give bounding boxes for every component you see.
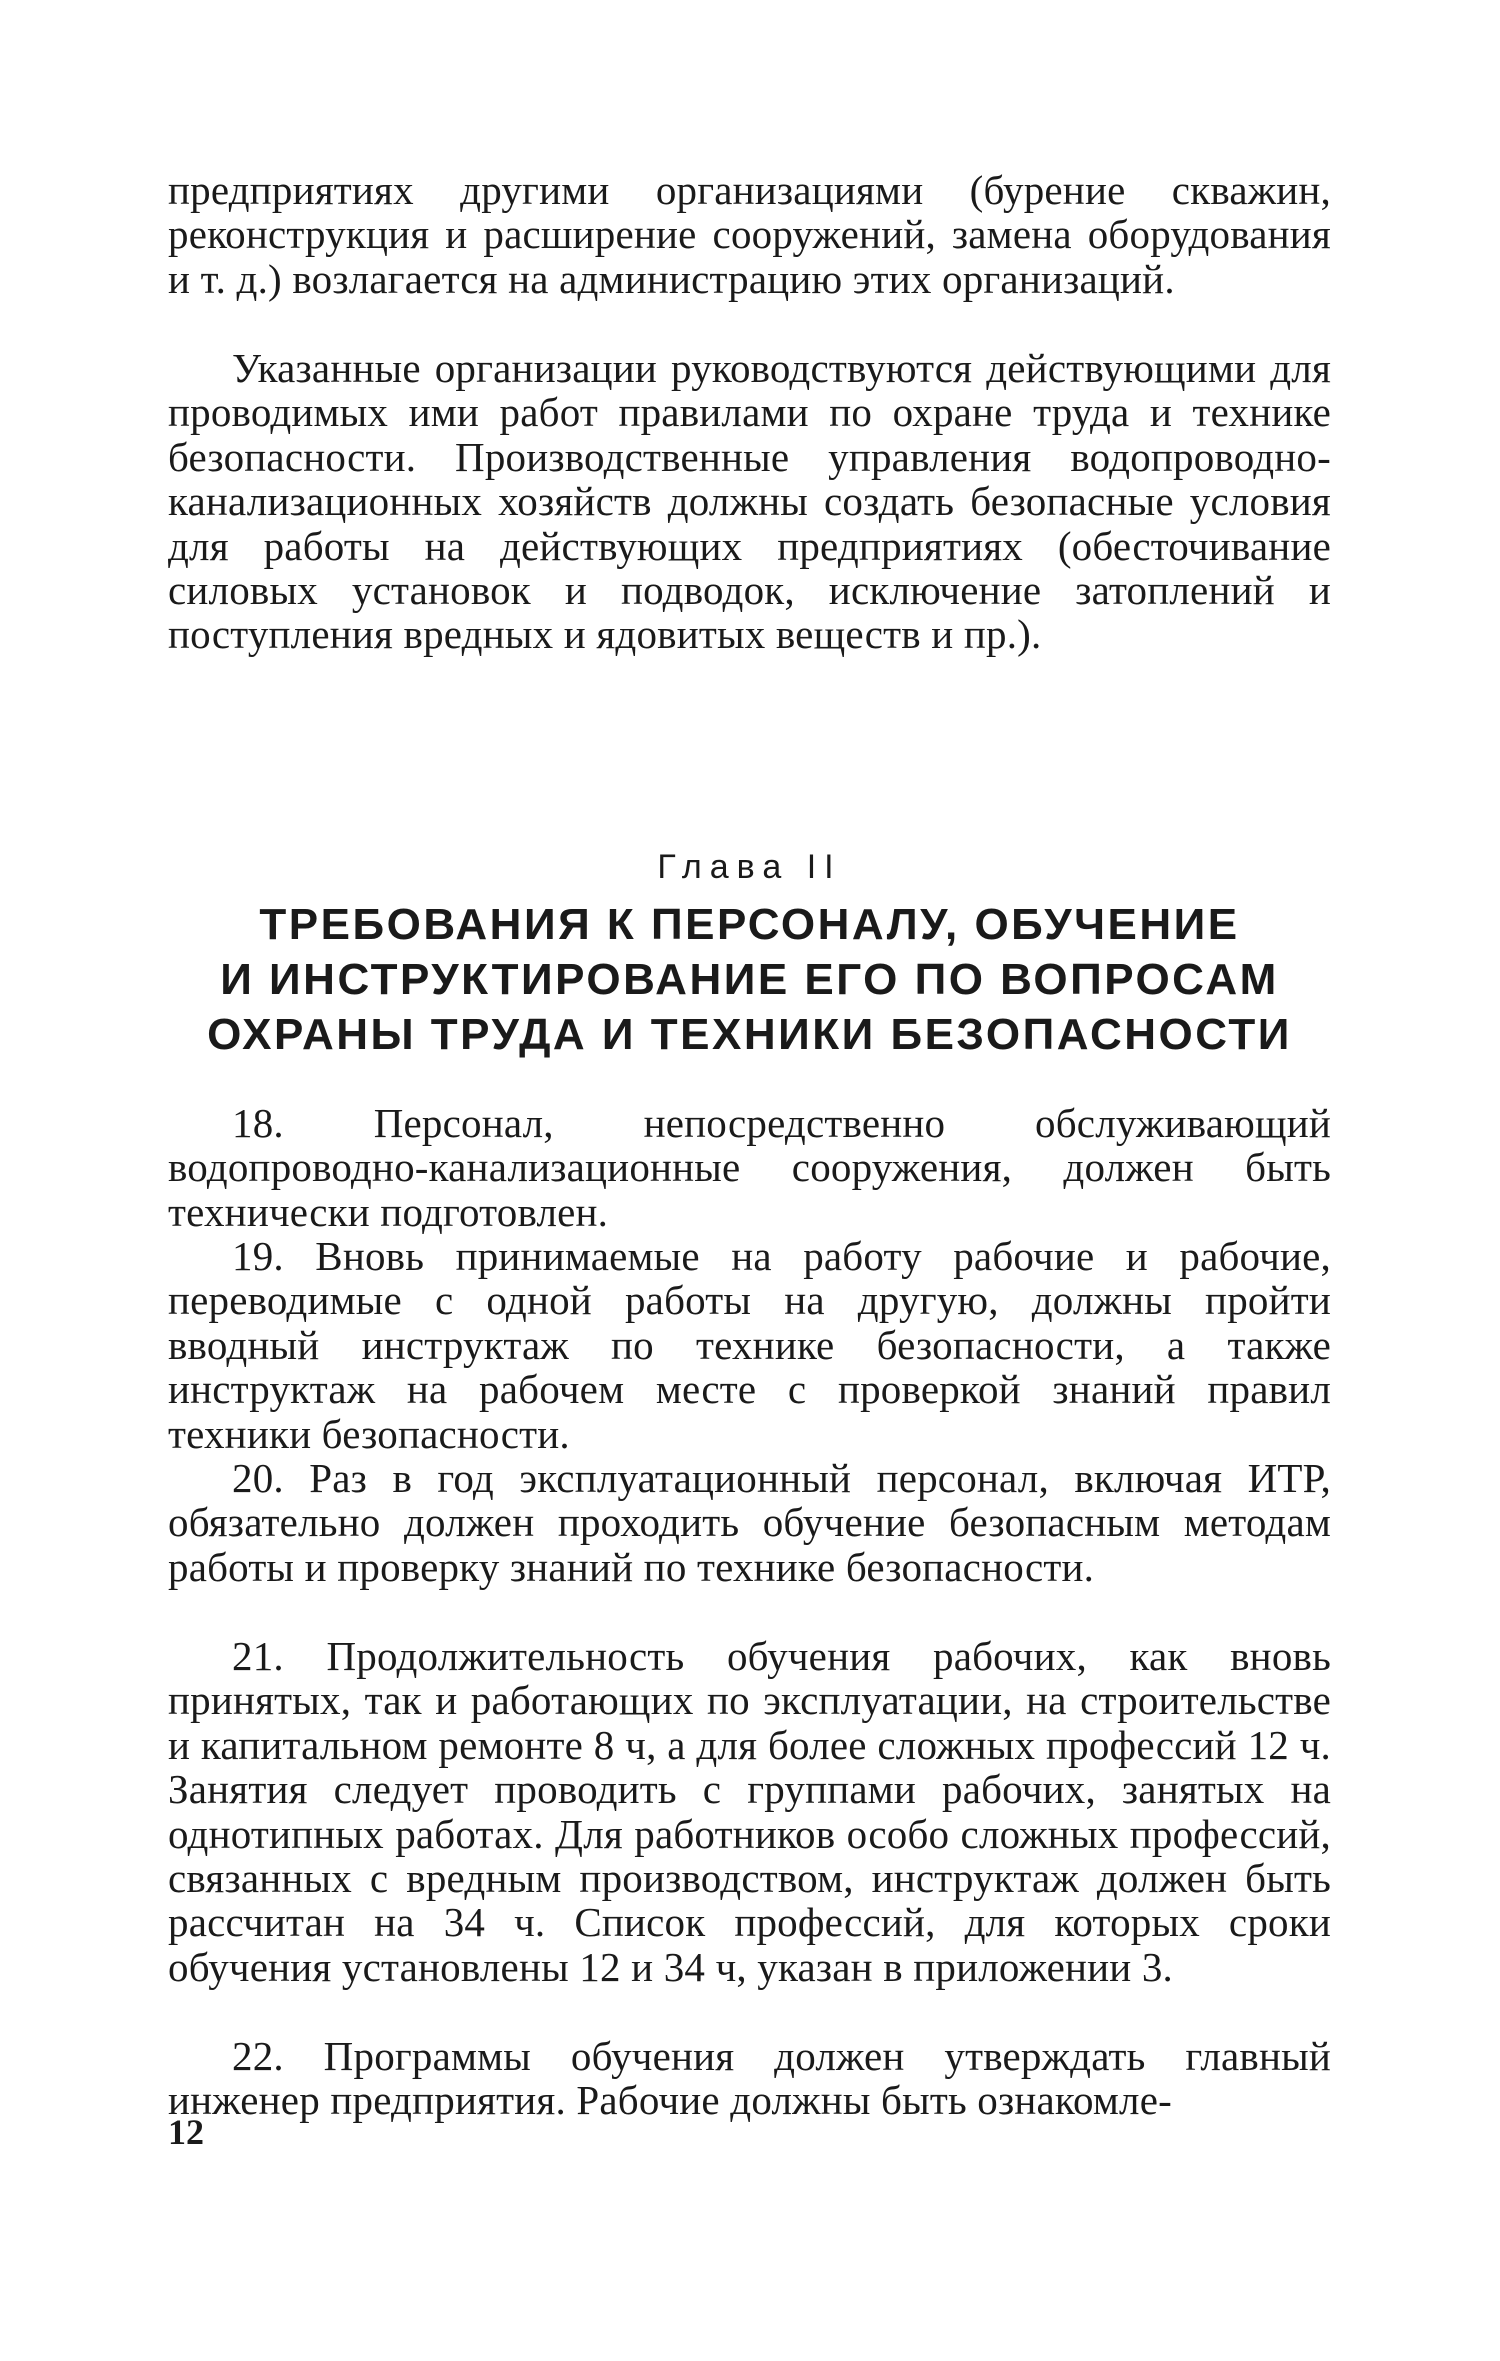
chapter-title-line: И ИНСТРУКТИРОВАНИЕ ЕГО ПО ВОПРОСАМ — [220, 955, 1279, 1004]
document-page — [168, 0, 1331, 2361]
chapter-title-line: ОХРАНЫ ТРУДА И ТЕХНИКИ БЕЗОПАСНОСТИ — [207, 1010, 1292, 1059]
page-number: 12 — [168, 2112, 204, 2152]
item-21: 21. Продолжительность обучения рабочих, как вновь принятых, так и работающих по эксплуатации, на строительстве и капитальном ремонте 8 ч, а для более сложных профессий 12 ч. Занятия следует проводить с группами рабочих, занятых на однотипных работах. Для работников особо сложных профессий, связанных с вредным производством, инструктаж должен быть рассчитан на 34 ч. Список профессий, для которых сроки обучения установлены 12 и 34 ч, указан в приложении 3. — [168, 1633, 1331, 1990]
paragraph-organizations: Указанные организации руководствуются действующими для проводимых ими работ правилами по охране труда и технике безопасности. Производственные управления водопроводно-канализационных хозяйств должны создать безопасные условия для работы на действующих предприятиях (обесточивание силовых установок и подводок, исключение затоплений и поступления вредных и ядовитых веществ и пр.). — [168, 345, 1331, 658]
paragraph-continued: предприятиях другими организациями (бурение скважин, реконструкция и расширение сооружений, замена оборудования и т. д.) возлагается на администрацию этих организаций. — [168, 167, 1331, 302]
chapter-title-line: ТРЕБОВАНИЯ К ПЕРСОНАЛУ, ОБУЧЕНИЕ — [259, 900, 1240, 949]
chapter-title — [168, 897, 1331, 1062]
item-20: 20. Раз в год эксплуатационный персонал, включая ИТР, обязательно должен проходить обучение безопасным методам работы и проверку знаний по технике безопасности. — [168, 1455, 1331, 1590]
item-22: 22. Программы обучения должен утверждать главный инженер предприятия. Рабочие должны быть ознакомле- — [168, 2033, 1331, 2124]
item-19: 19. Вновь принимаемые на работу рабочие и рабочие, переводимые с одной работы на другую, должны пройти вводный инструктаж по технике безопасности, а также инструктаж на рабочем месте с проверкой знаний правил техники безопасности. — [168, 1233, 1331, 1457]
item-18: 18. Персонал, непосредственно обслуживающий водопроводно-канализационные сооружения, должен быть технически подготовлен. — [168, 1100, 1331, 1235]
chapter-label: Глава II — [657, 848, 842, 886]
